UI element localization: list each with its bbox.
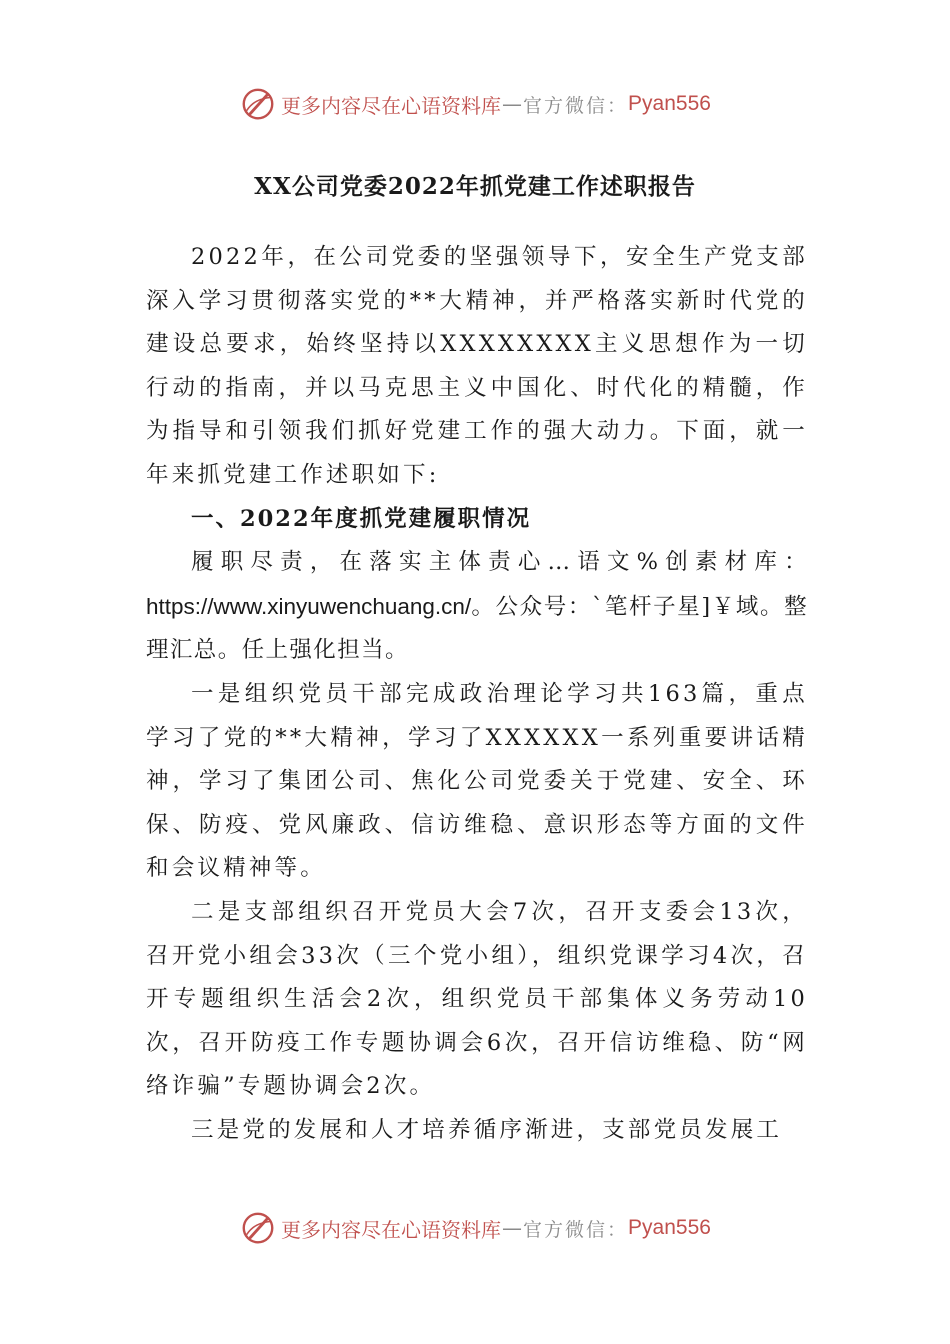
website-link[interactable]: https://www.xinyuwenchuang.cn/: [146, 593, 472, 619]
paragraph-link: [146, 541, 808, 673]
document-body: [146, 236, 808, 1152]
paragraph-intro: 2022年，在公司党委的坚强领导下，安全生产党支部深入学习贯彻落实党的**大精神，并严格落实新时代党的建设总要求，始终坚持以XXXXXXXX主义思想作为一切行动的指南，并以马克思主义中国化、时代化的精髓，作为指导和引领我们抓好党建工作的强大动力。下面，就一年来抓党建工作述职如下:: [146, 244, 808, 488]
watermark-wechat-label: 官方微信：: [523, 1218, 629, 1241]
document-title: XX公司党委2022年抓党建工作述职报告: [254, 173, 696, 200]
watermark-separator: —: [502, 1216, 523, 1240]
watermark-brand: 更多内容尽在心语资料库: [281, 93, 502, 118]
paragraph-3: 三是党的发展和人才培养循序渐进，支部党员发展工: [191, 1116, 783, 1143]
watermark-brand: 更多内容尽在心语资料库: [281, 1217, 502, 1242]
paragraph-1: 一是组织党员干部完成政治理论学习共163篇，重点学习了党的**大精神，学习了XXXXXX一系列重要讲话精神，学习了集团公司、焦化公司党委关于党建、安全、环保、防疫、党风廉政、信访维稳、意识形态等方面的文件和会议精神等。: [146, 680, 808, 882]
paragraph-link-before: 履职尽责，在落实主体责心…语文%创素材库：: [191, 549, 808, 576]
watermark-wechat-label: 官方微信：: [523, 94, 629, 117]
watermark-wechat-id: Pyan556: [628, 92, 711, 115]
watermark-wechat-id: Pyan556: [628, 1216, 711, 1239]
footer-watermark: [0, 1206, 950, 1250]
paragraph-2: 二是支部组织召开党员大会7次，召开支委会13次，召开党小组会33次（三个党小组），组织党课学习4次，召开专题组织生活会2次，组织党员干部集体义务劳动10次，召开防疫工作专题协调会6次，召开信访维稳、防“网络诈骗”专题协调会2次。: [146, 898, 808, 1100]
header-watermark: [0, 82, 950, 126]
paragraph-link-after: 。公众号：`笔杆子星]￥域。整理汇总。任上强化担当。: [146, 593, 808, 664]
watermark-separator: —: [502, 92, 523, 116]
pen-circle-logo-icon: [239, 85, 277, 123]
section-heading-1: 一、2022年度抓党建履职情况: [191, 505, 532, 532]
pen-circle-logo-icon: [239, 1209, 277, 1247]
